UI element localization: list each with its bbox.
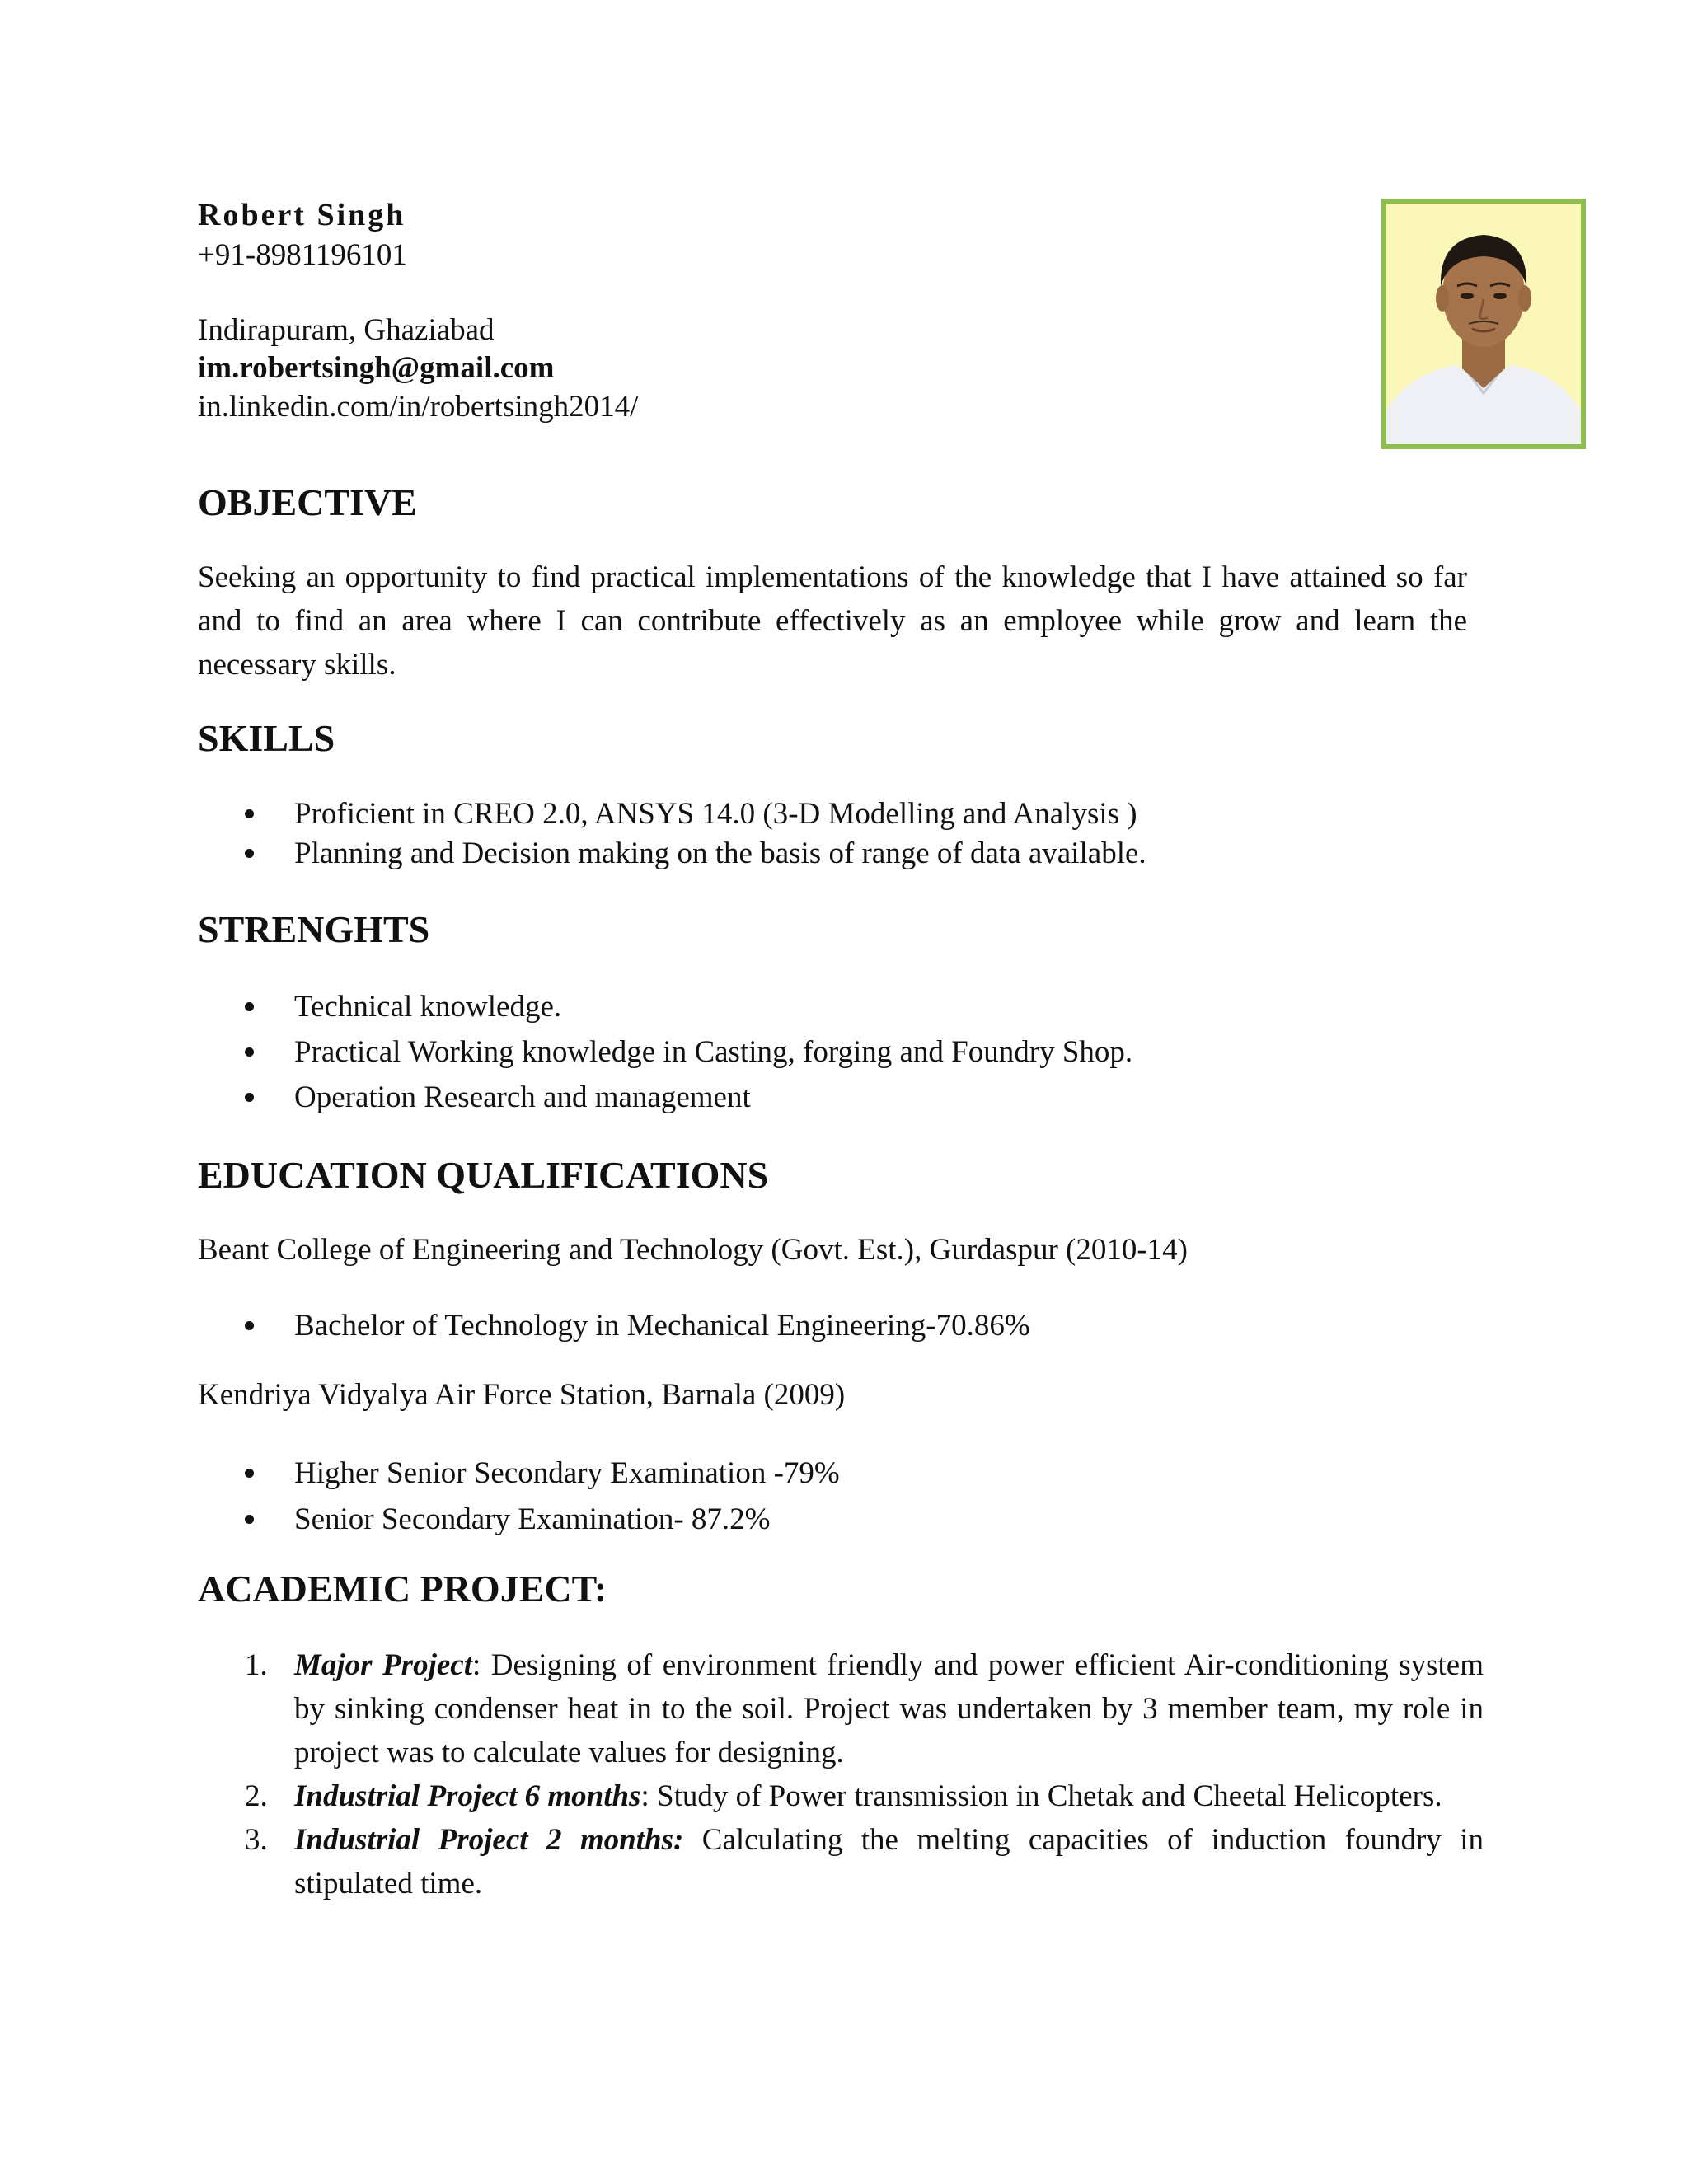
address: Indirapuram, Ghaziabad	[198, 313, 495, 347]
project-title: Industrial Project 2 months:	[294, 1823, 684, 1857]
list-item	[198, 794, 1146, 834]
college-line: Beant College of Engineering and Technology (Govt. Est.), Gurdaspur (2010-14)	[198, 1233, 1189, 1267]
list-item	[198, 1029, 1132, 1075]
project-item	[198, 1818, 1484, 1905]
project-title: Industrial Project 6 months	[294, 1779, 641, 1813]
strengths-list	[198, 984, 1132, 1120]
project-item	[198, 1643, 1484, 1774]
strength-text: Practical Working knowledge in Casting, forging and Foundry Shop.	[294, 1035, 1133, 1069]
bullet-icon	[245, 1321, 254, 1330]
school-line: Kendriya Vidyalya Air Force Station, Barnala (2009)	[198, 1378, 846, 1412]
project-description: Designing of environment friendly and power efficient Air-conditioning system by sinking condenser heat in to the soil. Project was undertaken by 3 member team, my role in project was to calculate values for designing.	[294, 1648, 1484, 1769]
exam-text: Higher Senior Secondary Examination -79%	[294, 1456, 840, 1490]
project-item	[198, 1774, 1484, 1818]
projects-heading: ACADEMIC PROJECT:	[198, 1568, 607, 1610]
skill-text: Proficient in CREO 2.0, ANSYS 14.0 (3-D Modelling and Analysis )	[294, 797, 1137, 831]
objective-text: Seeking an opportunity to find practical implementations of the knowledge that I have attained so far and to find an area where I can contribute effectively as an employee while grow and learn the necessary skills.	[198, 560, 1467, 682]
list-item	[198, 984, 1132, 1029]
bullet-icon	[245, 809, 254, 818]
candidate-name: Robert Singh	[198, 198, 406, 232]
bullet-icon	[245, 1093, 254, 1102]
project-separator: :	[472, 1648, 481, 1682]
projects-list	[198, 1643, 1484, 1905]
project-number: 3.	[245, 1823, 268, 1857]
skills-heading: SKILLS	[198, 717, 335, 759]
skill-text: Planning and Decision making on the basis of range of data available.	[294, 837, 1146, 870]
strength-text: Technical knowledge.	[294, 990, 562, 1024]
college-list	[198, 1307, 1030, 1345]
profile-photo	[1381, 199, 1586, 449]
strengths-heading: STRENGHTS	[198, 908, 430, 950]
bullet-icon	[245, 1047, 254, 1057]
project-description: Calculating the melting capacities of induction foundry in stipulated time.	[294, 1823, 1484, 1900]
project-description: Study of Power transmission in Chetak and Cheetal Helicopters.	[649, 1779, 1442, 1813]
list-item	[198, 834, 1146, 874]
strength-text: Operation Research and management	[294, 1080, 751, 1114]
school-list	[198, 1451, 840, 1543]
objective-heading: OBJECTIVE	[198, 481, 417, 523]
email-address: im.robertsingh@gmail.com	[198, 351, 555, 385]
project-title: Major Project	[294, 1648, 472, 1682]
bullet-icon	[245, 1002, 254, 1011]
list-item	[198, 1307, 1030, 1345]
education-heading: EDUCATION QUALIFICATIONS	[198, 1154, 769, 1196]
list-item	[198, 1075, 1132, 1120]
profile-photo-illustration	[1386, 204, 1581, 444]
bullet-icon	[245, 1469, 254, 1478]
project-number: 1.	[245, 1648, 268, 1682]
project-separator: :	[640, 1779, 649, 1813]
list-item	[198, 1497, 840, 1543]
linkedin-url: in.linkedin.com/in/robertsingh2014/	[198, 390, 639, 424]
phone-number: +91-8981196101	[198, 238, 407, 272]
skills-list	[198, 794, 1146, 874]
bullet-icon	[245, 1515, 254, 1524]
list-item	[198, 1451, 840, 1497]
project-number: 2.	[245, 1779, 268, 1813]
exam-text: Senior Secondary Examination- 87.2%	[294, 1502, 771, 1536]
degree-text: Bachelor of Technology in Mechanical Engineering-70.86%	[294, 1309, 1030, 1343]
bullet-icon	[245, 849, 254, 858]
